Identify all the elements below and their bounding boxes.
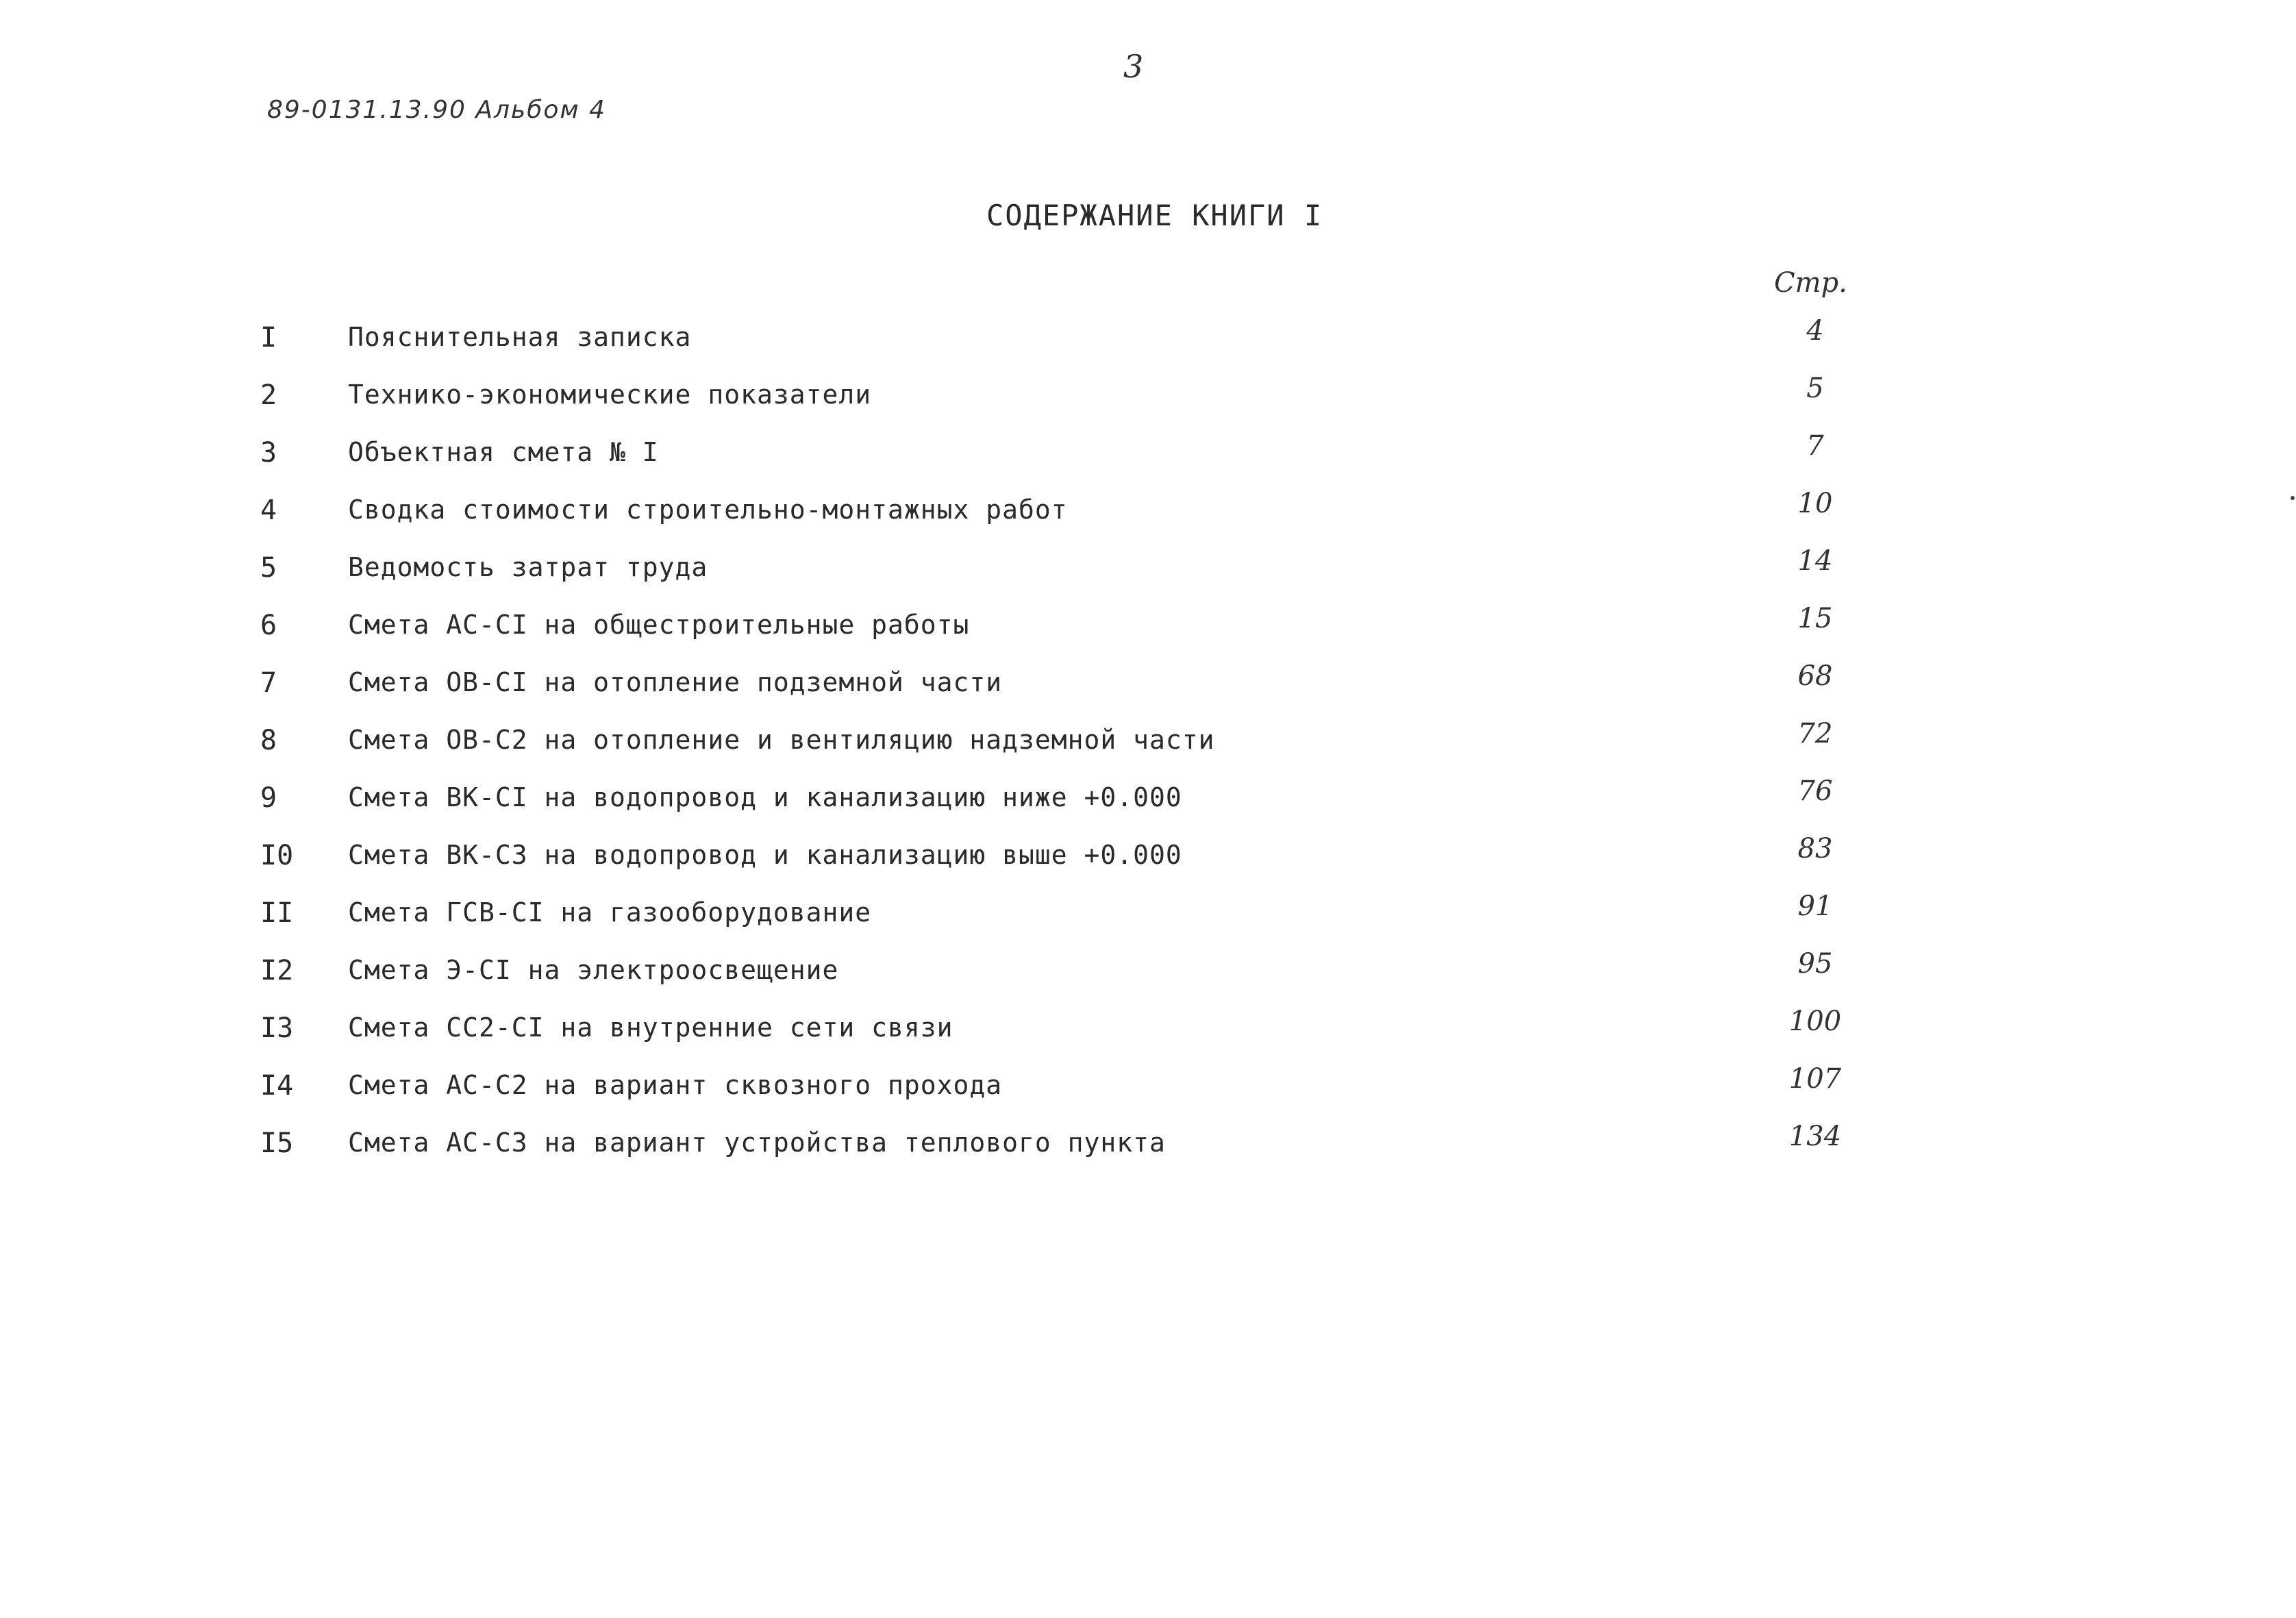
toc-item-title: Сводка стоимости строительно-монтажных работ (348, 495, 1068, 525)
toc-item-title: Смета Э-СI на электроосвещение (348, 955, 839, 985)
toc-row (260, 373, 1836, 430)
scan-edge-mark (2291, 496, 2295, 500)
toc-item-page: 134 (1788, 1121, 1842, 1152)
toc-item-number: I4 (260, 1070, 294, 1102)
toc-item-page: 7 (1806, 430, 1824, 462)
toc-item-title: Объектная смета № I (348, 437, 659, 467)
toc-item-page: 5 (1806, 373, 1824, 404)
toc-item-page: 15 (1797, 603, 1833, 634)
page-number: 3 (1123, 48, 1144, 85)
toc-item-number: I0 (260, 840, 294, 871)
toc-row (260, 430, 1836, 488)
toc-item-title: Смета ГСВ-СI на газооборудование (348, 897, 872, 928)
toc-item-title: Смета ОВ-С2 на отопление и вентиляцию надземной части (348, 725, 1215, 755)
toc-row (260, 775, 1836, 833)
toc-item-title: Смета СС2-СI на внутренние сети связи (348, 1012, 953, 1043)
toc-item-page: 100 (1788, 1006, 1842, 1037)
toc-item-title: Смета АС-СI на общестроительные работы (348, 610, 970, 640)
toc-item-page: 91 (1797, 891, 1833, 922)
toc-item-number: I5 (260, 1128, 294, 1159)
toc-item-title: Пояснительная записка (348, 322, 692, 352)
table-of-contents (260, 315, 1842, 1178)
toc-item-number: I3 (260, 1012, 294, 1044)
toc-item-page: 76 (1797, 775, 1833, 807)
page-column-header: Стр. (1774, 267, 1847, 299)
document-title: СОДЕРЖАНИЕ КНИГИ I (986, 199, 1323, 232)
toc-item-page: 4 (1806, 315, 1824, 347)
toc-item-number: 2 (260, 379, 277, 411)
toc-item-number: II (260, 897, 294, 929)
toc-item-page: 83 (1797, 833, 1833, 864)
toc-item-page: 95 (1797, 948, 1833, 980)
toc-item-number: 7 (260, 667, 277, 699)
toc-item-page: 14 (1797, 545, 1833, 577)
toc-item-number: I (260, 322, 277, 353)
toc-item-number: 5 (260, 552, 277, 584)
toc-item-page: 107 (1788, 1063, 1842, 1095)
toc-item-number: 6 (260, 610, 277, 641)
toc-item-page: 68 (1797, 660, 1833, 692)
toc-row (260, 948, 1836, 1006)
toc-item-title: Смета АС-С3 на вариант устройства теплового пункта (348, 1128, 1166, 1158)
toc-row (260, 315, 1836, 373)
document-code: 89-0131.13.90 Альбом 4 (267, 96, 606, 124)
toc-row (260, 833, 1836, 891)
toc-item-title: Смета АС-С2 на вариант сквозного прохода (348, 1070, 1003, 1100)
toc-item-number: 8 (260, 725, 277, 756)
toc-row (260, 660, 1836, 718)
toc-item-title: Технико-экономические показатели (348, 379, 872, 410)
toc-item-title: Смета ОВ-СI на отопление подземной части (348, 667, 1003, 697)
toc-row (260, 545, 1836, 603)
toc-row (260, 1063, 1842, 1121)
toc-item-title: Ведомость затрат труда (348, 552, 708, 582)
toc-item-number: 3 (260, 437, 277, 469)
toc-row (260, 603, 1836, 660)
toc-row (260, 1006, 1842, 1063)
toc-row (260, 718, 1836, 775)
toc-row (260, 891, 1836, 948)
toc-item-page: 10 (1797, 488, 1833, 519)
toc-item-page: 72 (1797, 718, 1833, 749)
toc-item-number: 4 (260, 495, 277, 526)
toc-row (260, 1121, 1842, 1178)
toc-row (260, 488, 1836, 545)
toc-item-title: Смета ВК-СI на водопровод и канализацию ниже +0.000 (348, 782, 1182, 812)
toc-item-title: Смета ВК-С3 на водопровод и канализацию выше +0.000 (348, 840, 1182, 870)
toc-item-number: I2 (260, 955, 294, 986)
toc-item-number: 9 (260, 782, 277, 814)
